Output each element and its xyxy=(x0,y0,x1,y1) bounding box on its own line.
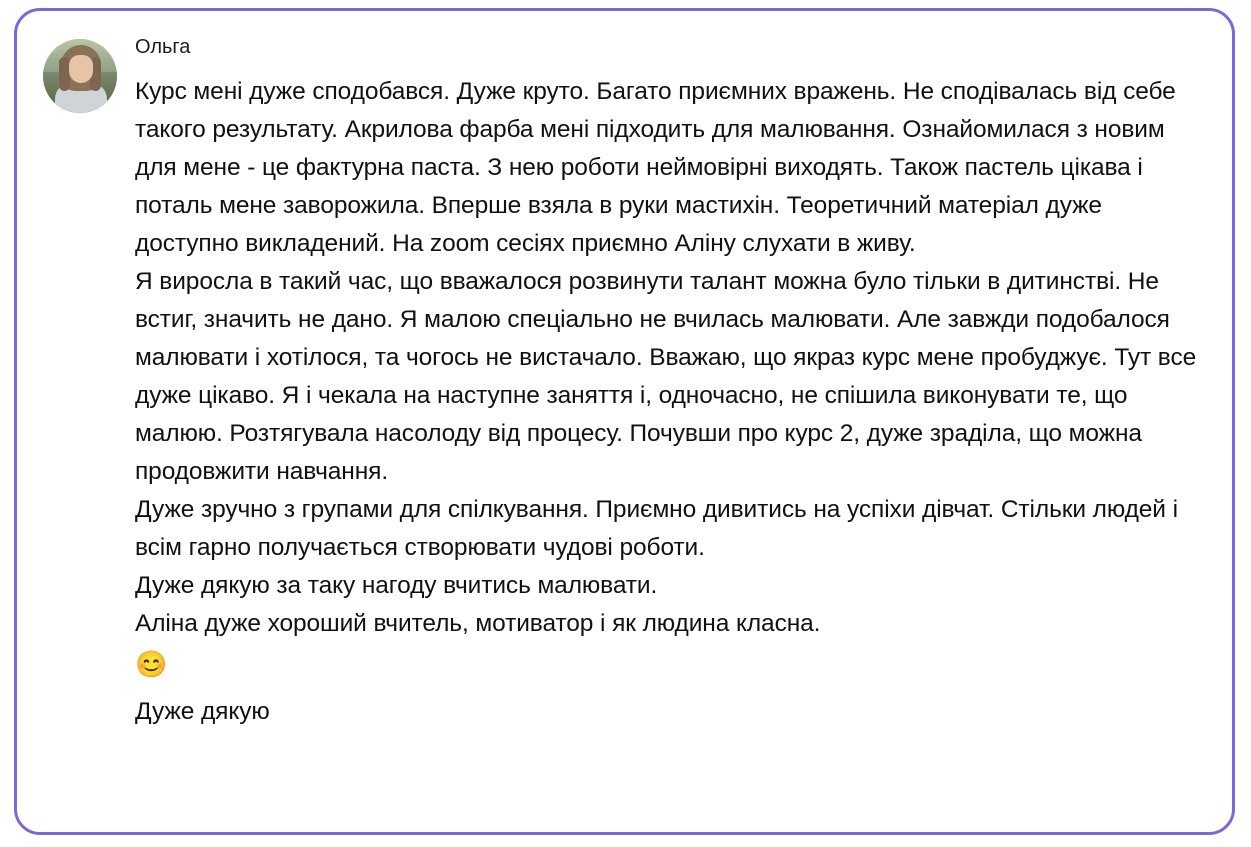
avatar xyxy=(43,39,117,113)
avatar-column xyxy=(43,33,135,832)
text-spacer xyxy=(135,685,1208,693)
review-paragraph: Я виросла в такий час, що вважалося розвинути талант можна було тільки в дитинстві. Не встиг, значить не дано. Я малою спеціально не вчилась малювати. Але завжди подобалося малювати і хотілося, та чогось не вистачало. Вважаю, що якраз курс мене пробуджує. Тут все дуже цікаво. Я і чекала на наступне заняття і, одночасно, не спішила виконувати те, що малюю. Розтягувала насолоду від процесу. Почувши про курс 2, дуже зраділа, що можна продовжити навчання. xyxy=(135,268,1197,485)
review-closing-line: Дуже дякую xyxy=(135,698,270,725)
avatar-face-shape xyxy=(69,55,93,83)
review-card-inner xyxy=(17,11,1232,832)
review-paragraph: Дуже зручно з групами для спілкування. Приємно дивитись на успіхи дівчат. Стільки людей і всім гарно получається створювати чудові роботи. xyxy=(135,496,1178,561)
review-card xyxy=(14,8,1235,835)
smiling-face-emoji: 😊 xyxy=(135,649,168,679)
review-paragraph: Курс мені дуже сподобався. Дуже круто. Багато приємних вражень. Не сподівалась від себе такого результату. Акрилова фарба мені підходить для малювання. Ознайомилася з новим для мене - це фактурна паста. З нею роботи неймовірні виходять. Також пастель цікава і поталь мене заворожила. Вперше взяла в руки мастихін. Теоретичний матеріал дуже доступно викладений. На zoom сесіях приємно Аліну слухати в живу. xyxy=(135,78,1176,257)
review-content xyxy=(135,33,1208,832)
review-text xyxy=(135,73,1208,731)
review-paragraph: Дуже дякую за таку нагоду вчитись малювати. xyxy=(135,572,658,599)
review-paragraph: Аліна дуже хороший вчитель, мотиватор і як людина класна. xyxy=(135,610,821,637)
review-author-name: Ольга xyxy=(135,36,191,58)
